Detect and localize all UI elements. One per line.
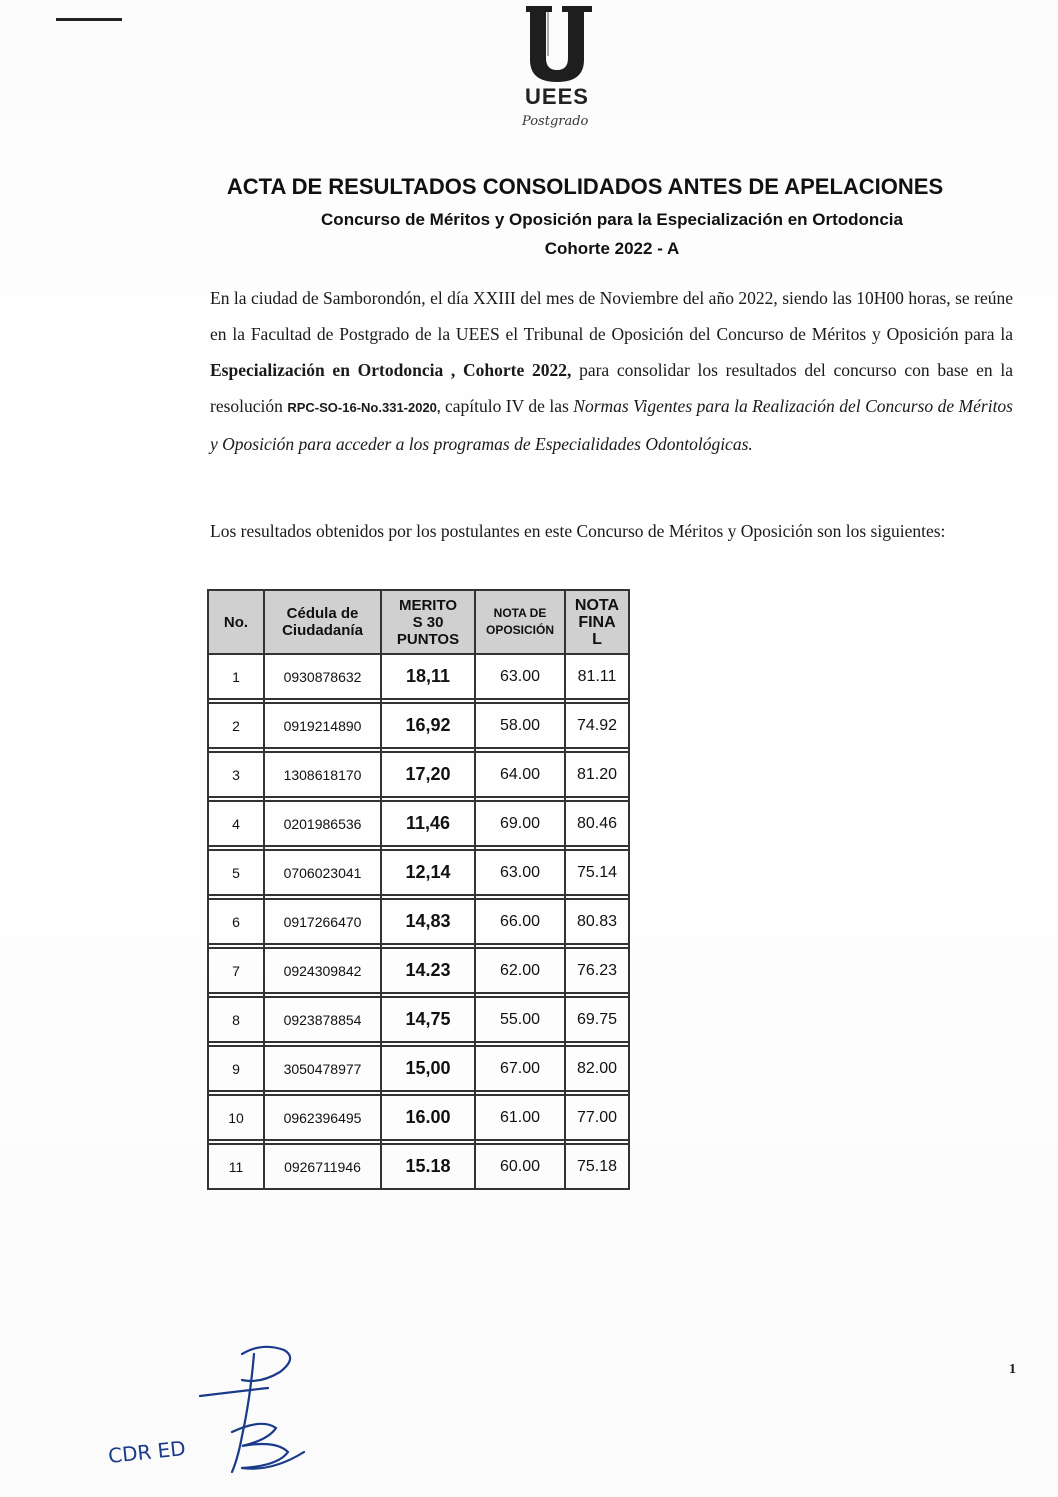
cell-cedula: 0201986536 [264,801,381,846]
corner-pen-mark [56,18,122,21]
table-row [208,899,629,944]
cell-nota-oposicion: 64.00 [475,752,565,797]
cell-no: 8 [208,997,264,1042]
uees-logo [512,6,612,140]
cell-nota-final: 74.92 [565,703,629,748]
table-row [208,703,629,748]
paragraph-part-1: En la ciudad de Samborondón, el día XXIII del mes de Noviembre del año 2022, siendo las 10H00 horas, se reúne en la Facultad de Postgrado de la UEES el Tribunal de Oposición del Concurso de Méritos y Oposición para la [210,288,1013,344]
cell-nota-oposicion: 69.00 [475,801,565,846]
cell-cedula: 3050478977 [264,1046,381,1091]
cell-no: 4 [208,801,264,846]
table-row [208,654,629,699]
table-row [208,997,629,1042]
table-row [208,801,629,846]
cell-meritos: 17,20 [381,752,475,797]
table-row [208,1144,629,1189]
cell-no: 10 [208,1095,264,1140]
table-body [208,654,629,1189]
header-meritos: MERITO S 30 PUNTOS [381,590,475,654]
cell-nota-oposicion: 66.00 [475,899,565,944]
table-row [208,948,629,993]
cell-meritos: 15,00 [381,1046,475,1091]
header-no: No. [208,590,264,654]
cell-nota-final: 75.18 [565,1144,629,1189]
cell-meritos: 14,83 [381,899,475,944]
header-nota-final: NOTA FINA L [565,590,629,654]
cell-meritos: 16,92 [381,703,475,748]
table-row [208,1095,629,1140]
cell-no: 2 [208,703,264,748]
cell-nota-oposicion: 55.00 [475,997,565,1042]
cell-meritos: 11,46 [381,801,475,846]
cell-no: 9 [208,1046,264,1091]
cell-cedula: 0962396495 [264,1095,381,1140]
logo-wordmark: UEES [525,84,589,109]
document-cohort: Cohorte 2022 - A [544,239,680,258]
cell-meritos: 18,11 [381,654,475,699]
cell-nota-oposicion: 58.00 [475,703,565,748]
cell-nota-final: 81.11 [565,654,629,699]
cell-nota-final: 77.00 [565,1095,629,1140]
cell-nota-final: 80.46 [565,801,629,846]
resolution-number: RPC-SO-16-No.331-2020, [287,400,441,415]
cell-cedula: 0923878854 [264,997,381,1042]
paragraph-part-2: para consolidar los resultados del concurso con base en la resolución [210,360,1013,416]
handwritten-initials: CDR ED [106,1436,187,1468]
table-header-row [208,590,629,654]
body-paragraph [210,280,1013,462]
cell-nota-final: 69.75 [565,997,629,1042]
cell-no: 6 [208,899,264,944]
cell-cedula: 1308618170 [264,752,381,797]
cell-meritos: 14,75 [381,997,475,1042]
paragraph-part-3: capítulo IV de las [440,396,574,416]
results-intro: Los resultados obtenidos por los postulantes en este Concurso de Méritos y Oposición son los siguientes: [210,521,946,541]
cell-cedula: 0917266470 [264,899,381,944]
cell-no: 1 [208,654,264,699]
cell-nota-oposicion: 62.00 [475,948,565,993]
table-row [208,850,629,895]
cell-nota-final: 82.00 [565,1046,629,1091]
program-name: Especialización en Ortodoncia , Cohorte 2022, [210,360,572,380]
cell-nota-oposicion: 60.00 [475,1144,565,1189]
cell-nota-oposicion: 63.00 [475,850,565,895]
norms-title: Normas Vigentes para la Realización del Concurso de Méritos y Oposición para acceder a los programas de Especialidades Odontológicas. [210,396,1013,454]
cell-meritos: 14.23 [381,948,475,993]
cell-nota-final: 76.23 [565,948,629,993]
results-table [207,589,630,1190]
cell-meritos: 16.00 [381,1095,475,1140]
cell-nota-oposicion: 63.00 [475,654,565,699]
cell-no: 3 [208,752,264,797]
header-cedula: Cédula de Ciudadanía [264,590,381,654]
cell-cedula: 0924309842 [264,948,381,993]
uees-shield-icon [512,6,612,86]
cell-meritos: 12,14 [381,850,475,895]
cell-nota-final: 75.14 [565,850,629,895]
document-subtitle: Concurso de Méritos y Oposición para la Especialización en Ortodoncia [321,210,903,229]
cell-cedula: 0919214890 [264,703,381,748]
document-title: ACTA DE RESULTADOS CONSOLIDADOS ANTES DE APELACIONES [226,174,944,199]
cell-meritos: 15.18 [381,1144,475,1189]
cell-cedula: 0930878632 [264,654,381,699]
cell-nota-final: 80.83 [565,899,629,944]
cell-no: 5 [208,850,264,895]
handwritten-signature [92,1340,322,1490]
page-number: 1 [1009,1362,1016,1377]
table-row [208,752,629,797]
cell-cedula: 0706023041 [264,850,381,895]
header-nota-oposicion: NOTA DE OPOSICIÓN [475,590,565,654]
cell-no: 11 [208,1144,264,1189]
cell-no: 7 [208,948,264,993]
cell-nota-final: 81.20 [565,752,629,797]
cell-nota-oposicion: 61.00 [475,1095,565,1140]
cell-cedula: 0926711946 [264,1144,381,1189]
table-row [208,1046,629,1091]
cell-nota-oposicion: 67.00 [475,1046,565,1091]
logo-postgrado: Postgrado [522,114,589,129]
